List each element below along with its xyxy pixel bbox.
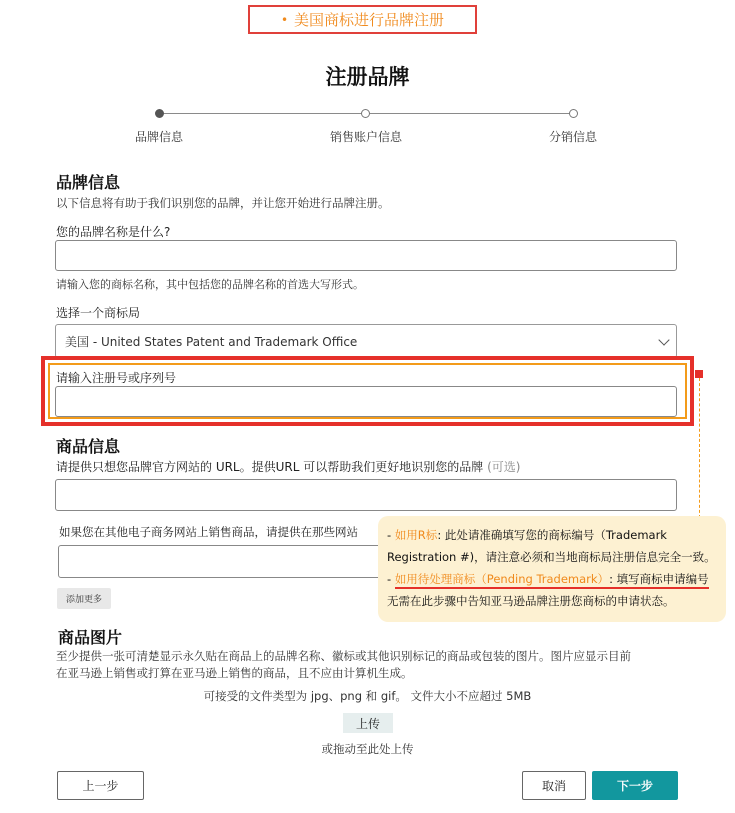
callout-line-3: - 如用待处理商标（Pending Trademark）: 填写商标申请编号 <box>387 568 709 590</box>
trademark-office-label: 选择一个商标局 <box>56 306 141 320</box>
drag-drop-hint: 或拖动至此处上传 <box>321 742 414 756</box>
brand-name-label: 您的品牌名称是什么? <box>56 225 171 239</box>
callout-line-1: - 如用R标: 此处请准确填写您的商标编号（Trademark <box>387 528 667 542</box>
step-2-dot-icon <box>361 109 370 118</box>
previous-step-button[interactable]: 上一步 <box>57 771 144 800</box>
banner-text: 美国商标进行品牌注册 <box>294 11 445 29</box>
add-more-button[interactable]: 添加更多 <box>57 588 111 609</box>
annotation-connector-line <box>699 378 700 518</box>
file-type-note: 可接受的文件类型为 jpg、png 和 gif。 文件大小不应超过 5MB <box>203 689 532 703</box>
brand-info-description: 以下信息将有助于我们识别您的品牌，并让您开始进行品牌注册。 <box>56 196 390 210</box>
callout-line-2: Registration #)，请注意必须和当地商标局注册信息完全一致。 <box>387 550 716 564</box>
trademark-office-select[interactable] <box>55 324 677 358</box>
step-1-dot-icon <box>155 109 164 118</box>
other-sites-label: 如果您在其他电子商务网站上销售商品，请提供在那些网站 <box>59 525 358 539</box>
registration-number-label: 请输入注册号或序列号 <box>56 371 177 385</box>
product-images-description-2: 在亚马逊上销售或打算在亚马逊上销售的商品，且不应由计算机生成。 <box>56 666 413 680</box>
other-site-url-input[interactable] <box>58 545 388 578</box>
website-url-input[interactable] <box>55 479 677 511</box>
callout-highlight-r-mark: 如用R标 <box>394 528 438 542</box>
annotation-banner <box>248 5 477 34</box>
next-step-button[interactable]: 下一步 <box>592 771 678 800</box>
trademark-office-value: 美国 - United States Patent and Trademark Office <box>65 334 358 349</box>
brand-info-heading: 品牌信息 <box>56 173 121 192</box>
website-url-label <box>56 458 520 475</box>
cancel-button[interactable]: 取消 <box>522 771 586 800</box>
registration-number-input[interactable] <box>55 386 677 417</box>
upload-button[interactable]: 上传 <box>343 713 393 733</box>
brand-name-hint: 请输入您的商标名称，其中包括您的品牌名称的首选大写形式。 <box>56 278 364 291</box>
bullet-icon: • <box>280 12 289 27</box>
annotation-callout <box>378 516 726 622</box>
website-url-label-text: 请提供只想您品牌官方网站的 URL。提供URL 可以帮助我们更好地识别您的品牌 <box>56 460 484 474</box>
step-2-label: 销售账户信息 <box>329 130 402 144</box>
callout-line-4: 无需在此步骤中告知亚马逊品牌注册您商标的申请状态。 <box>387 594 675 608</box>
page-title: 注册品牌 <box>325 65 410 89</box>
step-3-label: 分销信息 <box>548 130 597 144</box>
chevron-down-icon <box>658 334 669 345</box>
annotation-marker-icon <box>695 370 703 378</box>
product-images-heading: 商品图片 <box>58 628 123 647</box>
step-1-label: 品牌信息 <box>134 130 183 144</box>
callout-highlight-pending: 如用待处理商标（Pending Trademark） <box>394 572 610 586</box>
step-3-dot-icon <box>569 109 578 118</box>
product-images-description-1: 至少提供一张可清楚显示永久贴在商品上的品牌名称、徽标或其他识别标记的商品或包装的图片。图片应显示目前 <box>56 649 631 663</box>
optional-tag: (可选) <box>487 460 521 474</box>
brand-name-input[interactable] <box>55 240 677 271</box>
callout-underline <box>395 587 709 589</box>
product-info-heading: 商品信息 <box>56 437 121 456</box>
